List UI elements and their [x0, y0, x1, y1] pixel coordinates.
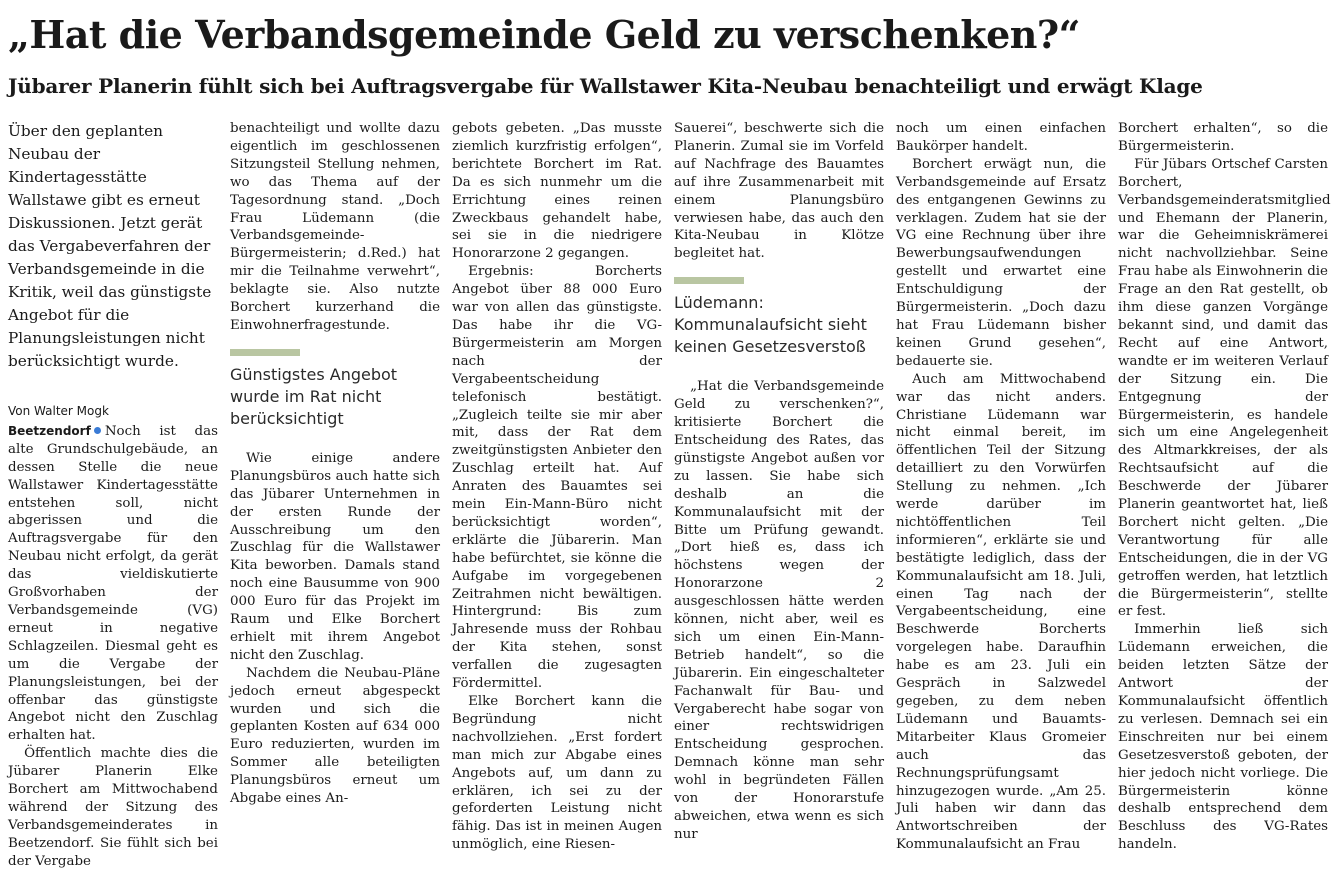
section-accent-bar [674, 277, 744, 284]
paragraph: Nachdem die Neubau-Pläne jedoch erneut abgespeckt wurden und sich die geplanten Kosten auf 634 000 Euro reduzierten, wurden im Sommer alle beteiligten Planungsbüros erneut um Abgabe eines An- [230, 665, 440, 807]
paragraph: Elke Borchert kann die Begründung nicht nachvollziehen. „Erst fordert man mich zur Abgabe eines Angebots auf, um dann zu erklären, ich sei zu der geforderten Leistung nicht fähig. Das ist in meinen Augen unmöglich, eine Riesen- [452, 694, 662, 853]
paragraph: Immerhin ließ sich Lüdemann erweichen, die beiden letzten Sätze der Antwort der Kommunalaufsicht öffentlich zu verlesen. Demnach sei ein Einschreiten nur bei einem Gesetzesverstoß geboten, der hier jedoch nicht vorliege. Die Bürgermeisterin könne deshalb entsprechend dem Beschluss des VG-Rates handeln. [1118, 622, 1328, 853]
column-3 [452, 120, 662, 853]
column-5 [896, 120, 1106, 853]
dateline-dot-icon [94, 427, 101, 434]
paragraph: Borchert erhalten“, so die Bürgermeisterin. [1118, 121, 1328, 154]
paragraph: Sauerei“, beschwerte sich die Planerin. Zumal sie im Vorfeld auf Nachfrage des Bauamtes auf ihre Zusammenarbeit mit einem Planungsbüro verwiesen habe, das auch den Kita-Neubau in Klötze begleitet hat. [674, 121, 884, 262]
section-heading [674, 277, 884, 358]
column-6 [1118, 120, 1331, 853]
column-2 [230, 120, 440, 807]
subheadline: Jübarer Planerin fühlt sich bei Auftragsvergabe für Wallstawer Kita-Neubau benachteiligt und erwägt Klage [8, 74, 1203, 98]
paragraph-text: Noch ist das alte Grundschulgebäude, an dessen Stelle die neue Wallstawer Kindertagesstätte entstehen soll, nicht abgerissen und die Auftragsvergabe für den Neubau nicht erfolgt, da gerät das vieldiskutierte Großvorhaben der Verbandsgemeinde (VG) erneut in negative Schlagzeilen. Diesmal geht es um die Vergabe der Planungsleistungen, bei der offenbar das günstigste Angebot nicht den Zuschlag erhalten hat. [8, 423, 218, 744]
byline: Von Walter Mogk [8, 404, 109, 418]
column-4 [674, 120, 884, 842]
paragraph [8, 423, 218, 745]
paragraph: „Hat die Verbandsgemeinde Geld zu verschenken?“, kritisierte Borchert die Entscheidung des Rates, das günstigste Angebot außen vor zu lassen. Sie habe sich deshalb an die Kommunalaufsicht mit der Bitte um Prüfung gewandt. „Dort hieß es, dass ich höchstens wegen der Honorarzone 2 ausgeschlossen hätte werden können, nicht aber, weil es sich um einen Ein-Mann-Betrieb handelt“, so die Jübarerin. Ein eingeschalteter Fachanwalt für Bau- und Vergaberecht habe sogar von einer rechtswidrigen Entscheidung gesprochen. Demnach könne man sehr wohl in begründeten Fällen von der Honorarstufe abweichen, etwa wenn es sich nur [674, 379, 884, 842]
paragraph: noch um einen einfachen Baukörper handelt. [896, 121, 1106, 154]
section-title: Lüdemann: Kommunalaufsicht sieht keinen Gesetzesverstoß [674, 293, 867, 357]
paragraph: Für Jübars Ortschef Carsten Borchert, Verbandsgemeinderatsmitglied und Ehemann der Planerin, war die Geheimniskrämerei nicht nachvollziehbar. Seine Frau habe als Einwohnerin die Frage an den Rat gestellt, ob ihm diese ganzen Vorgänge bekannt sind, und damit das Recht auf eine Antwort, wandte er im weiteren Verlauf der Sitzung ein. Die Entgegnung der Bürgermeisterin, es handele sich um eine Angelegenheit des Altmarkkreises, der als Rechtsaufsicht auf die Beschwerde der Jübarer Planerin geantwortet hat, ließ Borchert nicht gelten. „Die Verantwortung für alle Entscheidungen, die in der VG getroffen werden, hat letztlich die Bürgermeisterin“, stellte er fest. [1118, 156, 1331, 620]
intro-paragraph: Über den geplanten Neubau der Kindertagesstätte Wallstawe gibt es erneut Diskussionen. Jetzt gerät das Vergabeverfahren der Verbandsgemeinde in die Kritik, weil das günstigste Angebot für die Planungsleistungen nicht berücksichtigt wurde. [8, 122, 212, 370]
paragraph: Auch am Mittwochabend war das nicht anders. Christiane Lüdemann war nicht einmal bereit, im öffentlichen Teil der Sitzung detailliert zu den Vorwürfen Stellung zu nehmen. „Ich werde darüber im nichtöffentlichen Teil informieren“, erklärte sie und bestätigte lediglich, dass der Kommunalaufsicht am 18. Juli, einen Tag nach der Vergabeentscheidung, eine Beschwerde Borcherts vorgelegen habe. Daraufhin habe es am 23. Juli ein Gespräch in Salzwedel gegeben, zu dem neben Lüdemann und Bauamts-Mitarbeiter Klaus Gromeier auch das Rechnungsprüfungsamt hinzugezogen wurde. „Am 25. Juli haben wir dann das Antwortschreiben der Kommunalaufsicht an Frau [896, 371, 1106, 853]
paragraph: Öffentlich machte dies die Jübarer Planerin Elke Borchert am Mittwochabend während der Sitzung des Verbandsgemeinderates in Beetzendorf. Sie fühlt sich bei der Vergabe [8, 746, 218, 869]
headline: „Hat die Verbandsgemeinde Geld zu verschenken?“ [8, 12, 1081, 57]
article-columns [8, 120, 1331, 869]
paragraph: Ergebnis: Borcherts Angebot über 88 000 Euro war von allen das günstigste. Das habe ihr die VG-Bürgermeisterin am Morgen nach der Vergabeentscheidung telefonisch bestätigt. „Zugleich teilte sie mir aber mit, dass der Rat dem zweitgünstigsten Anbieter den Zuschlag erteilt hat. Auf Anraten des Bauamtes sei mein Ein-Mann-Büro nicht berücksichtigt worden“, erklärte die Jübarerin. Man habe befürchtet, sie könne die Aufgabe im vorgegebenen Zeitrahmen nicht bewältigen. Hintergrund: Bis zum Jahresende muss der Rohbau der Kita stehen, sonst verfallen die zugesagten Fördermittel. [452, 264, 662, 692]
dateline: Beetzendorf [8, 423, 91, 438]
paragraph: Wie einige andere Planungsbüros auch hatte sich das Jübarer Unternehmen in der ersten Runde der Ausschreibung um den Zuschlag für die Wallstawer Kita beworben. Damals stand noch eine Bausumme von 900 000 Euro für das Projekt im Raum und Elke Borchert erhielt mit ihrem Angebot nicht den Zuschlag. [230, 450, 440, 663]
section-title: Günstigstes Angebot wurde im Rat nicht berücksichtigt [230, 364, 398, 428]
paragraph: Borchert erwägt nun, die Verbandsgemeinde auf Ersatz des entgangenen Gewinns zu verklagen. Zudem hat sie der VG eine Rechnung über ihre Bewerbungsaufwendungen gestellt und erwartet eine Entschuldigung der Bürgermeisterin. „Doch dazu hat Frau Lüdemann bisher keinen Grund gesehen“, bedauerte sie. [896, 156, 1106, 369]
column-1 [8, 120, 218, 869]
section-accent-bar [230, 349, 300, 356]
paragraph: benachteiligt und wollte dazu eigentlich im geschlossenen Sitzungsteil Stellung nehmen, wo das Thema auf der Tagesordnung stand. „Doch Frau Lüdemann (die Verbandsgemeinde-Bürgermeisterin; d.Red.) hat mir die Teilnahme verwehrt“, beklagte sie. Also nutzte Borchert kurzerhand die Einwohnerfragestunde. [230, 121, 440, 333]
paragraph: gebots gebeten. „Das musste ziemlich kurzfristig erfolgen“, berichtete Borchert im Rat. Da es sich nunmehr um die Errichtung eines reinen Zweckbaus gehandelt habe, sei sie in die niedrigere Honorarzone 2 gegangen. [452, 121, 662, 262]
section-heading [230, 349, 440, 430]
